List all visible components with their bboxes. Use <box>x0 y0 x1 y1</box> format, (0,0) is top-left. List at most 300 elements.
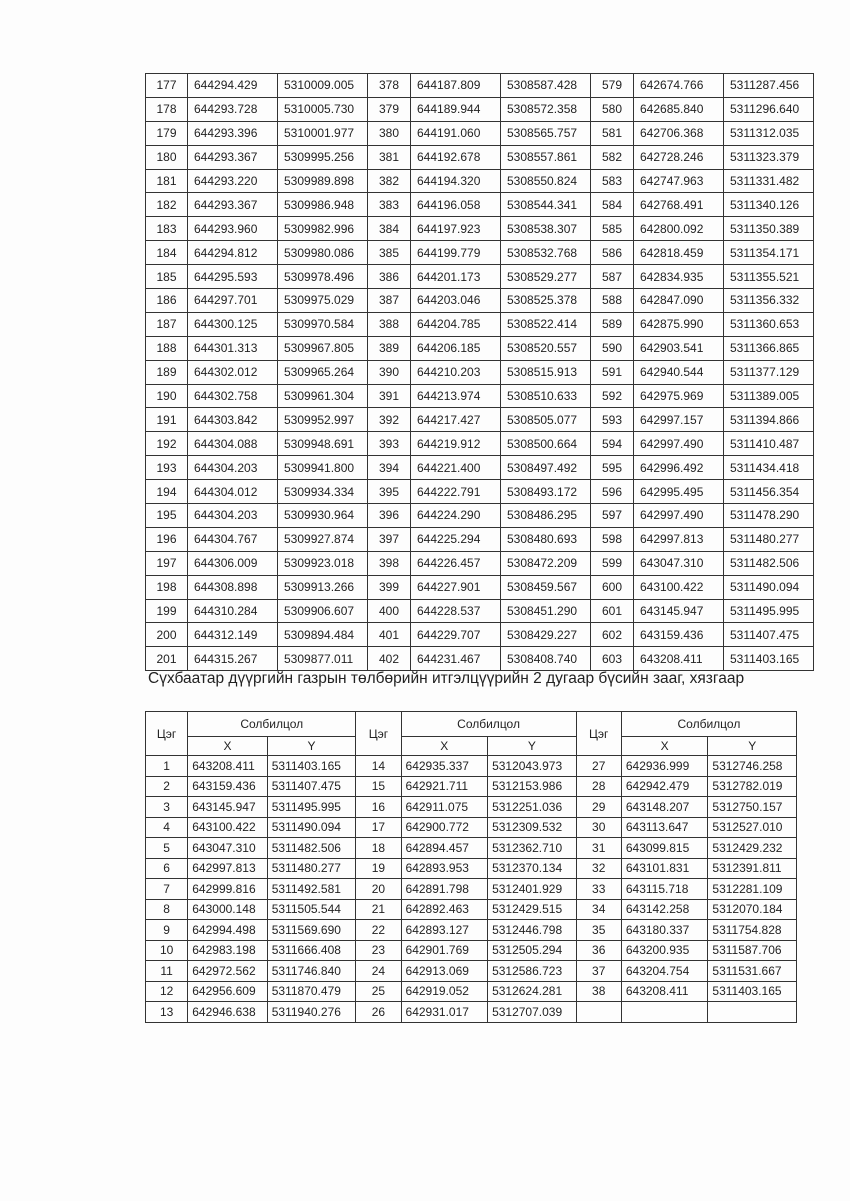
table-row <box>146 981 797 1002</box>
table-row <box>146 575 814 599</box>
y-coordinate-cell: 5311666.408 <box>267 940 356 961</box>
table-row <box>146 217 814 241</box>
y-coordinate-cell: 5309995.256 <box>278 145 368 169</box>
table-row <box>146 121 814 145</box>
x-coordinate-cell: 642936.999 <box>621 756 708 777</box>
y-coordinate-cell: 5309961.304 <box>278 384 368 408</box>
point-number-cell: 583 <box>591 169 634 193</box>
y-coordinate-cell: 5309980.086 <box>278 241 368 265</box>
x-coordinate-cell: 644312.149 <box>188 623 278 647</box>
x-coordinate-cell: 642994.498 <box>188 920 267 941</box>
y-coordinate-cell: 5312782.019 <box>708 776 797 797</box>
table-row <box>146 551 814 575</box>
point-number-cell: 592 <box>591 384 634 408</box>
point-number-cell: 16 <box>356 797 401 818</box>
y-coordinate-cell: 5308480.693 <box>501 527 591 551</box>
point-number-cell: 17 <box>356 817 401 838</box>
y-coordinate-cell: 5311355.521 <box>724 265 814 289</box>
y-coordinate-cell: 5311490.094 <box>724 575 814 599</box>
x-coordinate-cell: 642997.490 <box>634 504 724 528</box>
y-coordinate-cell: 5312750.157 <box>708 797 797 818</box>
x-coordinate-cell: 644187.809 <box>411 74 501 98</box>
y-coordinate-cell: 5311482.506 <box>724 551 814 575</box>
point-number-cell: 388 <box>368 312 411 336</box>
y-coordinate-cell: 5312624.281 <box>488 981 577 1002</box>
point-number-cell: 382 <box>368 169 411 193</box>
y-coordinate-cell: 5309923.018 <box>278 551 368 575</box>
x-coordinate-cell: 644229.707 <box>411 623 501 647</box>
y-coordinate-cell: 5311287.456 <box>724 74 814 98</box>
table-row <box>146 527 814 551</box>
table-row <box>146 623 814 647</box>
y-coordinate-cell: 5309986.948 <box>278 193 368 217</box>
y-coordinate-cell: 5312707.039 <box>488 1002 577 1023</box>
point-header: Цэг <box>356 712 401 756</box>
point-number-cell: 31 <box>576 838 621 859</box>
point-number-cell: 601 <box>591 599 634 623</box>
x-coordinate-cell: 644315.267 <box>188 647 278 671</box>
x-coordinate-cell: 644302.012 <box>188 360 278 384</box>
x-coordinate-cell: 642892.463 <box>401 899 488 920</box>
x-coordinate-cell: 644194.320 <box>411 169 501 193</box>
point-number-cell: 26 <box>356 1002 401 1023</box>
y-coordinate-cell: 5312527.010 <box>708 817 797 838</box>
point-number-cell: 200 <box>146 623 188 647</box>
y-coordinate-cell: 5309975.029 <box>278 289 368 313</box>
point-number-cell: 18 <box>356 838 401 859</box>
x-coordinate-cell: 644196.058 <box>411 193 501 217</box>
y-coordinate-cell: 5312746.258 <box>708 756 797 777</box>
y-coordinate-cell: 5311323.379 <box>724 145 814 169</box>
table-row <box>146 797 797 818</box>
y-coordinate-cell: 5308472.209 <box>501 551 591 575</box>
y-coordinate-cell: 5308565.757 <box>501 121 591 145</box>
x-coordinate-cell: 644295.593 <box>188 265 278 289</box>
y-coordinate-cell: 5311495.995 <box>267 797 356 818</box>
x-coordinate-cell: 642728.246 <box>634 145 724 169</box>
x-coordinate-cell: 644304.203 <box>188 504 278 528</box>
x-coordinate-cell: 644222.791 <box>411 480 501 504</box>
point-number-cell: 183 <box>146 217 188 241</box>
x-coordinate-cell: 642834.935 <box>634 265 724 289</box>
table-row <box>146 1002 797 1023</box>
y-coordinate-cell: 5308497.492 <box>501 456 591 480</box>
x-coordinate-cell: 644227.901 <box>411 575 501 599</box>
point-number-cell: 580 <box>591 97 634 121</box>
point-number-cell: 3 <box>146 797 188 818</box>
y-coordinate-cell: 5312586.723 <box>488 961 577 982</box>
y-coordinate-cell: 5312070.184 <box>708 899 797 920</box>
y-coordinate-cell: 5311478.290 <box>724 504 814 528</box>
y-coordinate-cell: 5308529.277 <box>501 265 591 289</box>
y-coordinate-cell: 5311569.690 <box>267 920 356 941</box>
point-number-cell: 24 <box>356 961 401 982</box>
x-coordinate-cell: 644293.960 <box>188 217 278 241</box>
point-number-cell: 602 <box>591 623 634 647</box>
x-coordinate-cell: 644228.537 <box>411 599 501 623</box>
x-coordinate-cell: 644293.396 <box>188 121 278 145</box>
x-coordinate-cell: 644213.974 <box>411 384 501 408</box>
x-coordinate-cell: 643100.422 <box>634 575 724 599</box>
x-coordinate-cell: 643099.815 <box>621 838 708 859</box>
point-number-cell: 385 <box>368 241 411 265</box>
table-row <box>146 776 797 797</box>
point-number-cell: 380 <box>368 121 411 145</box>
point-number-cell: 392 <box>368 408 411 432</box>
y-coordinate-cell: 5309970.584 <box>278 312 368 336</box>
point-number-cell: 396 <box>368 504 411 528</box>
point-number-cell: 594 <box>591 432 634 456</box>
x-coordinate-cell: 644225.294 <box>411 527 501 551</box>
point-number-cell: 397 <box>368 527 411 551</box>
x-coordinate-cell: 644191.060 <box>411 121 501 145</box>
table-row <box>146 647 814 671</box>
x-coordinate-cell: 643115.718 <box>621 879 708 900</box>
x-coordinate-cell: 642931.017 <box>401 1002 488 1023</box>
coordinate-header: Солбилцол <box>188 712 356 737</box>
point-number-cell: 19 <box>356 858 401 879</box>
y-coordinate-cell: 5308557.861 <box>501 145 591 169</box>
x-coordinate-cell: 643145.947 <box>188 797 267 818</box>
table-row <box>146 336 814 360</box>
x-coordinate-cell: 644304.088 <box>188 432 278 456</box>
point-number-cell: 37 <box>576 961 621 982</box>
point-number-cell: 192 <box>146 432 188 456</box>
x-coordinate-cell: 644304.012 <box>188 480 278 504</box>
table-row <box>146 504 814 528</box>
point-number-cell: 10 <box>146 940 188 961</box>
table-row <box>146 265 814 289</box>
table-row <box>146 920 797 941</box>
x-coordinate-cell: 642996.492 <box>634 456 724 480</box>
y-coordinate-cell: 5309934.334 <box>278 480 368 504</box>
point-number-cell: 2 <box>146 776 188 797</box>
x-coordinate-cell: 644219.912 <box>411 432 501 456</box>
y-coordinate-cell: 5311940.276 <box>267 1002 356 1023</box>
table-row <box>146 360 814 384</box>
x-coordinate-cell: 642997.813 <box>188 858 267 879</box>
x-coordinate-cell: 642995.495 <box>634 480 724 504</box>
table-row <box>146 961 797 982</box>
y-coordinate-cell: 5311746.840 <box>267 961 356 982</box>
point-number-cell: 12 <box>146 981 188 1002</box>
x-coordinate-cell: 643159.436 <box>634 623 724 647</box>
y-coordinate-cell: 5308520.557 <box>501 336 591 360</box>
y-coordinate-cell: 5311505.544 <box>267 899 356 920</box>
table-row <box>146 312 814 336</box>
x-coordinate-cell: 642972.562 <box>188 961 267 982</box>
y-coordinate-cell: 5312251.036 <box>488 797 577 818</box>
y-coordinate-cell: 5311403.165 <box>724 647 814 671</box>
point-number-cell: 9 <box>146 920 188 941</box>
table-row <box>146 756 797 777</box>
y-coordinate-cell: 5311354.171 <box>724 241 814 265</box>
y-coordinate-cell: 5309906.607 <box>278 599 368 623</box>
x-coordinate-cell: 642893.127 <box>401 920 488 941</box>
table-row <box>146 817 797 838</box>
x-coordinate-cell: 644210.203 <box>411 360 501 384</box>
x-coordinate-cell: 642946.638 <box>188 1002 267 1023</box>
point-number-cell: 190 <box>146 384 188 408</box>
table-row <box>146 145 814 169</box>
point-number-cell: 189 <box>146 360 188 384</box>
x-coordinate-cell: 642956.609 <box>188 981 267 1002</box>
point-number-cell: 590 <box>591 336 634 360</box>
y-coordinate-cell: 5309952.997 <box>278 408 368 432</box>
point-number-cell: 401 <box>368 623 411 647</box>
x-coordinate-cell: 644301.313 <box>188 336 278 360</box>
x-coordinate-cell: 644231.467 <box>411 647 501 671</box>
y-coordinate-cell: 5311403.165 <box>267 756 356 777</box>
point-number-cell: 393 <box>368 432 411 456</box>
x-coordinate-cell: 642875.990 <box>634 312 724 336</box>
point-number-cell: 7 <box>146 879 188 900</box>
x-coordinate-cell: 643047.310 <box>634 551 724 575</box>
y-coordinate-cell: 5311870.479 <box>267 981 356 1002</box>
y-coordinate-cell: 5309930.964 <box>278 504 368 528</box>
y-coordinate-cell: 5311495.995 <box>724 599 814 623</box>
point-number-cell: 198 <box>146 575 188 599</box>
y-coordinate-cell: 5311490.094 <box>267 817 356 838</box>
y-coordinate-cell: 5309948.691 <box>278 432 368 456</box>
y-coordinate-cell: 5312043.973 <box>488 756 577 777</box>
y-coordinate-cell: 5311389.005 <box>724 384 814 408</box>
y-coordinate-cell: 5311312.035 <box>724 121 814 145</box>
x-coordinate-cell: 644221.400 <box>411 456 501 480</box>
point-number-cell: 38 <box>576 981 621 1002</box>
x-coordinate-cell: 644302.758 <box>188 384 278 408</box>
x-coordinate-cell: 644293.367 <box>188 193 278 217</box>
y-coordinate-cell: 5309894.484 <box>278 623 368 647</box>
point-number-cell: 197 <box>146 551 188 575</box>
table-row <box>146 289 814 313</box>
point-number-cell <box>576 1002 621 1023</box>
y-coordinate-cell: 5309982.996 <box>278 217 368 241</box>
y-coordinate-cell: 5311410.487 <box>724 432 814 456</box>
y-header: Y <box>267 737 356 756</box>
point-number-cell: 187 <box>146 312 188 336</box>
x-coordinate-cell: 643159.436 <box>188 776 267 797</box>
section-title: Сүхбаатар дүүргийн газрын төлбөрийн итгэлцүүрийн 2 дугаар бүсийн зааг, хязгаар <box>148 670 745 687</box>
x-coordinate-cell: 643204.754 <box>621 961 708 982</box>
y-coordinate-cell: 5308500.664 <box>501 432 591 456</box>
point-number-cell: 383 <box>368 193 411 217</box>
x-coordinate-cell: 643180.337 <box>621 920 708 941</box>
table-row <box>146 456 814 480</box>
point-number-cell: 13 <box>146 1002 188 1023</box>
x-coordinate-cell: 644204.785 <box>411 312 501 336</box>
y-coordinate-cell: 5312429.515 <box>488 899 577 920</box>
x-coordinate-cell: 642894.457 <box>401 838 488 859</box>
x-coordinate-cell: 642818.459 <box>634 241 724 265</box>
table-row <box>146 169 814 193</box>
point-number-cell: 596 <box>591 480 634 504</box>
point-header: Цэг <box>576 712 621 756</box>
point-number-cell: 600 <box>591 575 634 599</box>
point-number-cell: 599 <box>591 551 634 575</box>
y-coordinate-cell: 5312309.532 <box>488 817 577 838</box>
point-number-cell: 36 <box>576 940 621 961</box>
y-coordinate-cell: 5308532.768 <box>501 241 591 265</box>
x-coordinate-cell: 642942.479 <box>621 776 708 797</box>
point-number-cell: 6 <box>146 858 188 879</box>
coordinate-table-continued <box>145 73 814 671</box>
point-number-cell: 33 <box>576 879 621 900</box>
coordinate-header: Солбилцол <box>401 712 576 737</box>
point-number-cell: 394 <box>368 456 411 480</box>
x-coordinate-cell: 643142.258 <box>621 899 708 920</box>
table-row <box>146 74 814 98</box>
point-number-cell: 11 <box>146 961 188 982</box>
x-coordinate-cell: 644217.427 <box>411 408 501 432</box>
x-coordinate-cell: 642921.711 <box>401 776 488 797</box>
point-number-cell: 586 <box>591 241 634 265</box>
y-coordinate-cell: 5312391.811 <box>708 858 797 879</box>
x-coordinate-cell: 644197.923 <box>411 217 501 241</box>
y-coordinate-cell: 5311456.354 <box>724 480 814 504</box>
y-coordinate-cell: 5308544.341 <box>501 193 591 217</box>
y-coordinate-cell: 5310001.977 <box>278 121 368 145</box>
x-coordinate-cell: 643145.947 <box>634 599 724 623</box>
point-number-cell: 199 <box>146 599 188 623</box>
point-number-cell: 186 <box>146 289 188 313</box>
y-coordinate-cell: 5311366.865 <box>724 336 814 360</box>
y-coordinate-cell: 5311482.506 <box>267 838 356 859</box>
point-number-cell: 1 <box>146 756 188 777</box>
y-coordinate-cell: 5312429.232 <box>708 838 797 859</box>
point-number-cell: 180 <box>146 145 188 169</box>
table-row <box>146 599 814 623</box>
point-number-cell: 398 <box>368 551 411 575</box>
x-coordinate-cell: 642940.544 <box>634 360 724 384</box>
x-coordinate-cell: 644206.185 <box>411 336 501 360</box>
point-number-cell: 390 <box>368 360 411 384</box>
y-coordinate-cell: 5309989.898 <box>278 169 368 193</box>
x-coordinate-cell: 643047.310 <box>188 838 267 859</box>
table-row <box>146 408 814 432</box>
x-coordinate-cell: 643000.148 <box>188 899 267 920</box>
y-coordinate-cell: 5311587.706 <box>708 940 797 961</box>
point-number-cell: 178 <box>146 97 188 121</box>
y-coordinate-cell: 5312446.798 <box>488 920 577 941</box>
y-coordinate-cell: 5308515.913 <box>501 360 591 384</box>
x-coordinate-cell: 643101.831 <box>621 858 708 879</box>
point-number-cell: 4 <box>146 817 188 838</box>
x-coordinate-cell: 642847.090 <box>634 289 724 313</box>
zone-boundary-table <box>145 711 797 1023</box>
x-header: X <box>188 737 267 756</box>
y-coordinate-cell: 5312153.986 <box>488 776 577 797</box>
x-coordinate-cell: 642999.816 <box>188 879 267 900</box>
y-coordinate-cell: 5311394.866 <box>724 408 814 432</box>
x-coordinate-cell: 642919.052 <box>401 981 488 1002</box>
x-coordinate-cell: 642674.766 <box>634 74 724 98</box>
point-number-cell: 399 <box>368 575 411 599</box>
y-coordinate-cell: 5308493.172 <box>501 480 591 504</box>
y-coordinate-cell: 5311377.129 <box>724 360 814 384</box>
y-coordinate-cell: 5310009.005 <box>278 74 368 98</box>
point-number-cell: 584 <box>591 193 634 217</box>
point-number-cell: 193 <box>146 456 188 480</box>
point-number-cell: 30 <box>576 817 621 838</box>
y-coordinate-cell: 5308572.358 <box>501 97 591 121</box>
point-number-cell: 179 <box>146 121 188 145</box>
x-coordinate-cell: 642706.368 <box>634 121 724 145</box>
table-row <box>146 858 797 879</box>
point-number-cell: 585 <box>591 217 634 241</box>
y-header: Y <box>708 737 797 756</box>
x-coordinate-cell: 642997.157 <box>634 408 724 432</box>
point-header: Цэг <box>146 712 188 756</box>
y-coordinate-cell: 5311360.653 <box>724 312 814 336</box>
y-coordinate-cell: 5308587.428 <box>501 74 591 98</box>
point-number-cell: 598 <box>591 527 634 551</box>
y-coordinate-cell: 5310005.730 <box>278 97 368 121</box>
y-coordinate-cell: 5311480.277 <box>724 527 814 551</box>
point-number-cell: 201 <box>146 647 188 671</box>
x-coordinate-cell <box>621 1002 708 1023</box>
table-row <box>146 193 814 217</box>
x-coordinate-cell: 644303.842 <box>188 408 278 432</box>
y-coordinate-cell: 5308510.633 <box>501 384 591 408</box>
point-number-cell: 582 <box>591 145 634 169</box>
point-number-cell: 181 <box>146 169 188 193</box>
x-coordinate-cell: 642893.953 <box>401 858 488 879</box>
point-number-cell: 23 <box>356 940 401 961</box>
x-coordinate-cell: 643113.647 <box>621 817 708 838</box>
y-coordinate-cell: 5309877.011 <box>278 647 368 671</box>
y-coordinate-cell: 5308550.824 <box>501 169 591 193</box>
x-coordinate-cell: 644310.284 <box>188 599 278 623</box>
x-coordinate-cell: 643208.411 <box>188 756 267 777</box>
point-number-cell: 34 <box>576 899 621 920</box>
point-number-cell: 579 <box>591 74 634 98</box>
x-coordinate-cell: 642911.075 <box>401 797 488 818</box>
y-coordinate-cell: 5308451.290 <box>501 599 591 623</box>
point-number-cell: 195 <box>146 504 188 528</box>
x-coordinate-cell: 644199.779 <box>411 241 501 265</box>
y-coordinate-cell: 5309941.800 <box>278 456 368 480</box>
x-coordinate-cell: 642901.769 <box>401 940 488 961</box>
x-coordinate-cell: 643208.411 <box>634 647 724 671</box>
x-coordinate-cell: 644224.290 <box>411 504 501 528</box>
x-coordinate-cell: 644306.009 <box>188 551 278 575</box>
point-number-cell: 389 <box>368 336 411 360</box>
y-coordinate-cell: 5311492.581 <box>267 879 356 900</box>
point-number-cell: 194 <box>146 480 188 504</box>
point-number-cell: 20 <box>356 879 401 900</box>
x-coordinate-cell: 644201.173 <box>411 265 501 289</box>
point-number-cell: 182 <box>146 193 188 217</box>
y-coordinate-cell: 5311754.828 <box>708 920 797 941</box>
point-number-cell: 177 <box>146 74 188 98</box>
point-number-cell: 402 <box>368 647 411 671</box>
point-number-cell: 185 <box>146 265 188 289</box>
point-number-cell: 22 <box>356 920 401 941</box>
y-coordinate-cell: 5308522.414 <box>501 312 591 336</box>
x-coordinate-cell: 644304.203 <box>188 456 278 480</box>
x-coordinate-cell: 642983.198 <box>188 940 267 961</box>
point-number-cell: 25 <box>356 981 401 1002</box>
x-coordinate-cell: 644189.944 <box>411 97 501 121</box>
y-coordinate-cell: 5312401.929 <box>488 879 577 900</box>
y-coordinate-cell: 5311407.475 <box>724 623 814 647</box>
table-row <box>146 432 814 456</box>
point-number-cell: 8 <box>146 899 188 920</box>
point-number-cell: 196 <box>146 527 188 551</box>
point-number-cell: 191 <box>146 408 188 432</box>
point-number-cell: 35 <box>576 920 621 941</box>
